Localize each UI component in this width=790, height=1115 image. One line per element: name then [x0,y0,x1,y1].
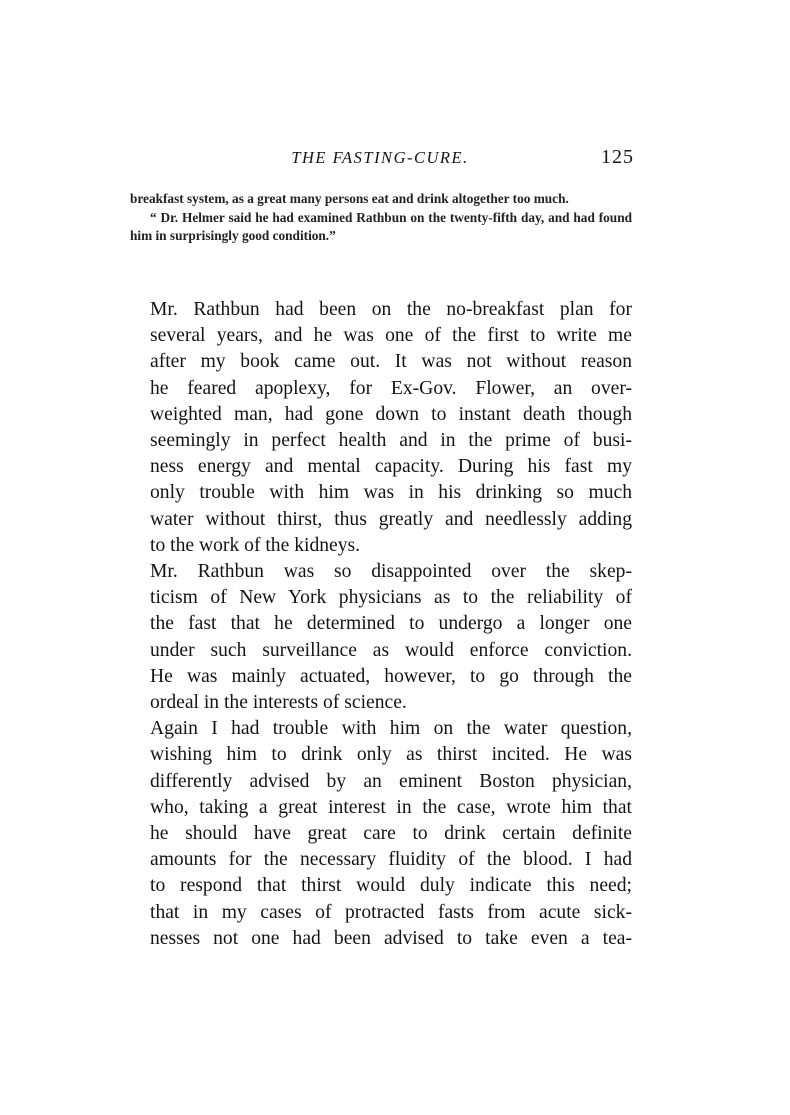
text-line: ness energy and mental capacity. During his fast my [150,456,632,478]
text-line: nesses not one had been advised to take even a tea- [150,927,632,949]
footnote-paragraph [130,209,632,246]
text-line: under such surveillance as would enforce conviction. [150,639,632,661]
text-line: amounts for the necessary fluidity of the blood. I had [150,849,632,871]
footnote-line: breakfast system, as a great many persons eat and drink altogether too [130,191,531,206]
text-line: ordeal in the interests of science. [150,692,407,714]
body-paragraph [130,297,632,559]
text-line: to the work of the kidneys. [150,534,361,556]
body-paragraph [130,559,632,716]
text-line: only trouble with him was in his drinking so much [150,482,632,504]
text-line: he should have great care to drink certain definite [150,823,632,845]
text-line: seemingly in perfect health and in the prime of busi- [150,430,632,452]
text-line: after my book came out. It was not without reason [150,351,632,373]
text-line: Again I had trouble with him on the water question, [150,718,632,740]
text-line: who, taking a great interest in the case, wrote him that [150,796,632,818]
text-line: several years, and he was one of the first to write me [150,325,632,347]
text-line: water without thirst, thus greatly and needlessly adding [150,508,632,530]
running-title: THE FASTING-CURE. [291,148,469,167]
text-line: wishing him to drink only as thirst incited. He was [150,744,632,766]
text-line: differently advised by an eminent Boston physician, [150,770,632,792]
text-line: the fast that he determined to undergo a longer one [150,613,632,635]
text-line: Mr. Rathbun had been on the no-breakfast plan for [150,299,632,320]
text-line: ticism of New York physicians as to the reliability of [150,587,632,609]
running-head [130,146,634,172]
body-text [130,297,632,952]
text-line: weighted man, had gone down to instant death though [150,403,632,425]
footnote-line: day, and had found him in surprisingly good condition.” [130,209,632,243]
footnote-paragraph [130,190,632,209]
text-line: Mr. Rathbun was so disappointed over the skep- [150,561,632,583]
footnote-line: “ Dr. Helmer said he had examined Rathbun on the twenty-fifth [150,209,518,225]
footnote-line: much. [533,191,569,206]
footnote [130,190,632,246]
text-line: that in my cases of protracted fasts from acute sick- [150,901,632,923]
page-number: 125 [601,146,634,168]
body-paragraph [130,716,632,952]
text-line: to respond that thirst would duly indicate this need; [150,875,632,897]
text-line: he feared apoplexy, for Ex-Gov. Flower, an over- [150,377,632,399]
text-line: He was mainly actuated, however, to go through the [150,665,632,687]
